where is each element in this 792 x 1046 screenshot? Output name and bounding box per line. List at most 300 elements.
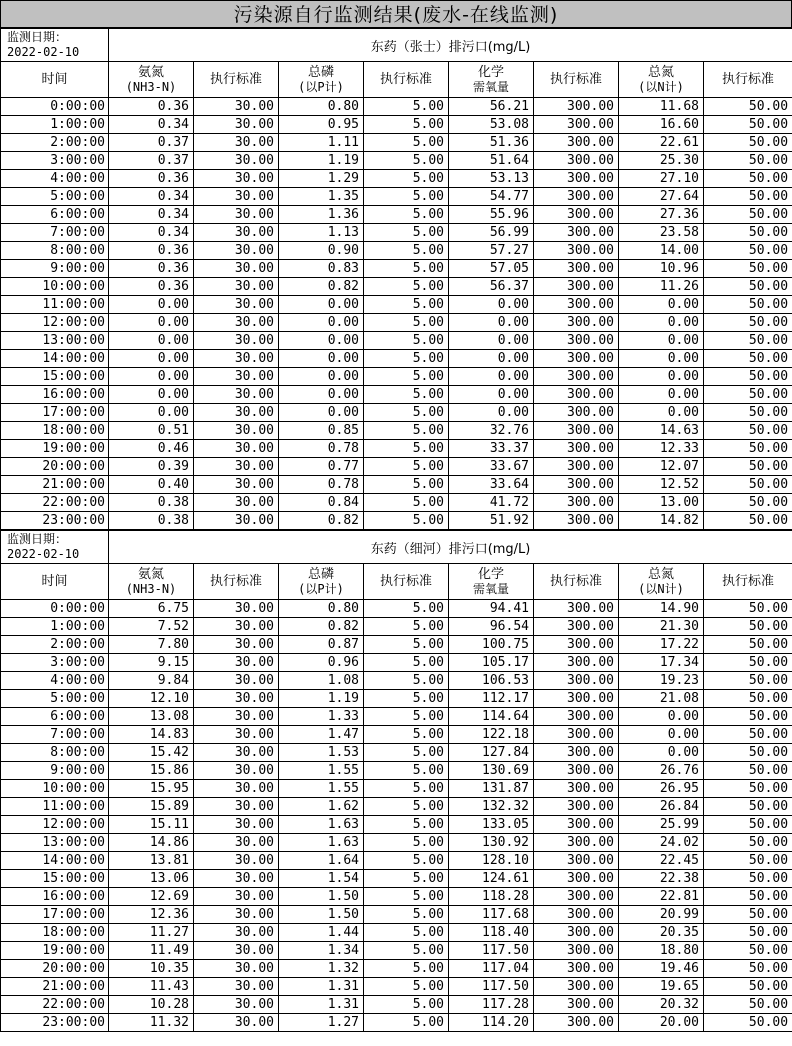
value-cell: 1.29 [279,170,364,188]
value-cell: 30.00 [194,278,279,296]
value-cell: 300.00 [534,654,619,672]
section-header-row [1,29,792,62]
value-cell: 6.75 [109,600,194,618]
value-cell: 0.84 [279,494,364,512]
time-cell: 19:00:00 [1,942,109,960]
value-cell: 57.27 [449,242,534,260]
value-cell: 5.00 [364,386,449,404]
value-cell: 12.10 [109,690,194,708]
value-cell: 1.44 [279,924,364,942]
value-cell: 300.00 [534,224,619,242]
table-row [1,852,792,870]
value-cell: 50.00 [704,744,792,762]
value-cell: 7.52 [109,618,194,636]
time-cell: 14:00:00 [1,350,109,368]
value-cell: 0.00 [449,332,534,350]
value-cell: 5.00 [364,852,449,870]
table-row [1,512,792,530]
value-cell: 25.99 [619,816,704,834]
value-cell: 14.83 [109,726,194,744]
table-row [1,494,792,512]
value-cell: 0.00 [449,314,534,332]
value-cell: 30.00 [194,744,279,762]
column-header-label: 执行标准 [209,574,262,589]
column-header [619,62,704,98]
time-cell: 17:00:00 [1,404,109,422]
value-cell: 14.82 [619,512,704,530]
value-cell: 5.00 [364,942,449,960]
value-cell: 0.00 [449,386,534,404]
column-header-label: 执行标准 [209,72,262,87]
value-cell: 300.00 [534,600,619,618]
value-cell: 30.00 [194,350,279,368]
value-cell: 11.49 [109,942,194,960]
value-cell: 50.00 [704,816,792,834]
monitor-date-value: 2022-02-10 [7,45,80,59]
value-cell: 0.87 [279,636,364,654]
value-cell: 0.00 [619,708,704,726]
monitor-date-value: 2022-02-10 [7,547,80,561]
value-cell: 5.00 [364,636,449,654]
value-cell: 30.00 [194,942,279,960]
value-cell: 56.99 [449,224,534,242]
value-cell: 0.34 [109,206,194,224]
value-cell: 0.00 [619,744,704,762]
table-row [1,350,792,368]
value-cell: 96.54 [449,618,534,636]
column-header-label: 时间 [41,574,68,589]
value-cell: 1.54 [279,870,364,888]
value-cell: 0.77 [279,458,364,476]
value-cell: 50.00 [704,314,792,332]
value-cell: 50.00 [704,404,792,422]
value-cell: 1.62 [279,798,364,816]
value-cell: 131.87 [449,780,534,798]
value-cell: 50.00 [704,422,792,440]
value-cell: 300.00 [534,708,619,726]
time-cell: 0:00:00 [1,98,109,116]
value-cell: 50.00 [704,260,792,278]
table-row [1,278,792,296]
value-cell: 300.00 [534,996,619,1014]
value-cell: 300.00 [534,404,619,422]
column-header [449,62,534,98]
value-cell: 50.00 [704,494,792,512]
value-cell: 300.00 [534,888,619,906]
value-cell: 0.00 [109,332,194,350]
value-cell: 124.61 [449,870,534,888]
column-header-sublabel: (以P计) [298,79,344,94]
table-row [1,206,792,224]
value-cell: 17.22 [619,636,704,654]
value-cell: 5.00 [364,798,449,816]
value-cell: 50.00 [704,852,792,870]
value-cell: 14.00 [619,242,704,260]
table-row [1,600,792,618]
value-cell: 5.00 [364,458,449,476]
time-cell: 12:00:00 [1,314,109,332]
value-cell: 300.00 [534,744,619,762]
column-header [1,62,109,98]
table-row [1,152,792,170]
value-cell: 0.82 [279,512,364,530]
value-cell: 1.32 [279,960,364,978]
value-cell: 1.31 [279,996,364,1014]
value-cell: 11.68 [619,98,704,116]
value-cell: 30.00 [194,960,279,978]
value-cell: 0.00 [279,332,364,350]
value-cell: 0.38 [109,512,194,530]
value-cell: 50.00 [704,636,792,654]
value-cell: 30.00 [194,996,279,1014]
value-cell: 30.00 [194,296,279,314]
value-cell: 14.90 [619,600,704,618]
value-cell: 0.39 [109,458,194,476]
value-cell: 33.64 [449,476,534,494]
value-cell: 300.00 [534,314,619,332]
value-cell: 300.00 [534,494,619,512]
time-cell: 5:00:00 [1,188,109,206]
column-header [109,564,194,600]
value-cell: 50.00 [704,332,792,350]
table-row [1,924,792,942]
table-row [1,906,792,924]
value-cell: 5.00 [364,834,449,852]
monitoring-table [0,530,792,1032]
value-cell: 128.10 [449,852,534,870]
value-cell: 30.00 [194,134,279,152]
value-cell: 5.00 [364,116,449,134]
value-cell: 15.86 [109,762,194,780]
value-cell: 300.00 [534,726,619,744]
value-cell: 5.00 [364,690,449,708]
value-cell: 118.28 [449,888,534,906]
value-cell: 50.00 [704,242,792,260]
value-cell: 12.69 [109,888,194,906]
value-cell: 0.36 [109,242,194,260]
value-cell: 0.00 [279,404,364,422]
column-header-sublabel: (以N计) [638,79,684,94]
table-row [1,224,792,242]
value-cell: 5.00 [364,618,449,636]
value-cell: 50.00 [704,834,792,852]
value-cell: 5.00 [364,780,449,798]
value-cell: 20.32 [619,996,704,1014]
time-cell: 20:00:00 [1,458,109,476]
value-cell: 117.50 [449,978,534,996]
value-cell: 56.37 [449,278,534,296]
value-cell: 30.00 [194,476,279,494]
value-cell: 30.00 [194,116,279,134]
value-cell: 300.00 [534,260,619,278]
value-cell: 0.00 [109,386,194,404]
value-cell: 27.36 [619,206,704,224]
value-cell: 112.17 [449,690,534,708]
value-cell: 19.46 [619,960,704,978]
table-row [1,170,792,188]
table-row [1,134,792,152]
table-row [1,332,792,350]
column-header [704,564,792,600]
value-cell: 300.00 [534,798,619,816]
value-cell: 300.00 [534,296,619,314]
value-cell: 30.00 [194,636,279,654]
value-cell: 5.00 [364,600,449,618]
value-cell: 5.00 [364,440,449,458]
time-cell: 0:00:00 [1,600,109,618]
time-cell: 15:00:00 [1,368,109,386]
value-cell: 5.00 [364,512,449,530]
column-header-label: 总磷 [307,566,334,582]
value-cell: 130.69 [449,762,534,780]
value-cell: 22.61 [619,134,704,152]
value-cell: 0.82 [279,618,364,636]
value-cell: 0.34 [109,116,194,134]
time-cell: 22:00:00 [1,996,109,1014]
value-cell: 30.00 [194,332,279,350]
value-cell: 0.00 [449,296,534,314]
column-header-label: 化学 [477,64,504,80]
column-header-label: 执行标准 [722,72,775,87]
value-cell: 105.17 [449,654,534,672]
table-row [1,744,792,762]
value-cell: 5.00 [364,332,449,350]
time-cell: 18:00:00 [1,924,109,942]
value-cell: 5.00 [364,206,449,224]
value-cell: 1.19 [279,152,364,170]
table-row [1,116,792,134]
value-cell: 50.00 [704,600,792,618]
value-cell: 0.80 [279,600,364,618]
value-cell: 5.00 [364,996,449,1014]
value-cell: 0.95 [279,116,364,134]
value-cell: 55.96 [449,206,534,224]
value-cell: 30.00 [194,726,279,744]
time-cell: 11:00:00 [1,296,109,314]
value-cell: 50.00 [704,960,792,978]
value-cell: 11.43 [109,978,194,996]
value-cell: 122.18 [449,726,534,744]
value-cell: 1.53 [279,744,364,762]
value-cell: 300.00 [534,960,619,978]
value-cell: 0.00 [109,368,194,386]
value-cell: 118.40 [449,924,534,942]
value-cell: 1.34 [279,942,364,960]
value-cell: 117.04 [449,960,534,978]
time-cell: 23:00:00 [1,1014,109,1032]
value-cell: 5.00 [364,744,449,762]
value-cell: 30.00 [194,386,279,404]
value-cell: 30.00 [194,368,279,386]
value-cell: 0.00 [449,404,534,422]
time-cell: 21:00:00 [1,476,109,494]
time-cell: 3:00:00 [1,654,109,672]
value-cell: 0.00 [619,368,704,386]
column-header-label: 执行标准 [549,72,602,87]
value-cell: 300.00 [534,618,619,636]
value-cell: 30.00 [194,224,279,242]
value-cell: 30.00 [194,188,279,206]
value-cell: 5.00 [364,278,449,296]
value-cell: 0.00 [619,314,704,332]
value-cell: 1.50 [279,906,364,924]
value-cell: 30.00 [194,888,279,906]
column-header-label: 执行标准 [379,72,432,87]
value-cell: 0.90 [279,242,364,260]
value-cell: 0.00 [109,296,194,314]
column-header [704,62,792,98]
value-cell: 50.00 [704,368,792,386]
value-cell: 23.58 [619,224,704,242]
value-cell: 0.78 [279,476,364,494]
value-cell: 32.76 [449,422,534,440]
value-cell: 11.26 [619,278,704,296]
value-cell: 5.00 [364,134,449,152]
value-cell: 5.00 [364,170,449,188]
value-cell: 10.96 [619,260,704,278]
time-cell: 19:00:00 [1,440,109,458]
value-cell: 0.00 [279,314,364,332]
column-header-label: 执行标准 [549,574,602,589]
value-cell: 20.99 [619,906,704,924]
table-row [1,654,792,672]
value-cell: 15.42 [109,744,194,762]
value-cell: 53.13 [449,170,534,188]
value-cell: 56.21 [449,98,534,116]
value-cell: 14.63 [619,422,704,440]
value-cell: 30.00 [194,404,279,422]
value-cell: 5.00 [364,654,449,672]
value-cell: 27.64 [619,188,704,206]
value-cell: 300.00 [534,690,619,708]
time-cell: 6:00:00 [1,206,109,224]
value-cell: 0.36 [109,170,194,188]
table-row [1,1014,792,1032]
column-header [619,564,704,600]
value-cell: 0.00 [619,386,704,404]
value-cell: 0.46 [109,440,194,458]
time-cell: 23:00:00 [1,512,109,530]
table-row [1,762,792,780]
value-cell: 5.00 [364,368,449,386]
value-cell: 26.95 [619,780,704,798]
value-cell: 51.92 [449,512,534,530]
time-cell: 7:00:00 [1,224,109,242]
value-cell: 50.00 [704,690,792,708]
value-cell: 0.00 [279,386,364,404]
monitor-date-cell [1,531,109,564]
value-cell: 19.65 [619,978,704,996]
value-cell: 50.00 [704,942,792,960]
value-cell: 7.80 [109,636,194,654]
time-cell: 8:00:00 [1,744,109,762]
column-header [279,62,364,98]
value-cell: 50.00 [704,458,792,476]
value-cell: 21.08 [619,690,704,708]
value-cell: 117.68 [449,906,534,924]
value-cell: 0.00 [449,350,534,368]
station-name: 东药（细河）排污口(mg/L) [109,531,792,564]
monitor-date-label: 监测日期： [7,30,68,44]
value-cell: 1.50 [279,888,364,906]
value-cell: 5.00 [364,888,449,906]
column-header [449,564,534,600]
column-header-label: 时间 [41,72,68,87]
value-cell: 300.00 [534,422,619,440]
value-cell: 10.28 [109,996,194,1014]
value-cell: 300.00 [534,512,619,530]
time-cell: 12:00:00 [1,816,109,834]
value-cell: 9.84 [109,672,194,690]
column-header [364,564,449,600]
table-row [1,816,792,834]
value-cell: 30.00 [194,852,279,870]
column-header-sublabel: 需氧量 [472,581,509,596]
time-cell: 2:00:00 [1,636,109,654]
value-cell: 13.00 [619,494,704,512]
column-header [534,62,619,98]
value-cell: 50.00 [704,798,792,816]
value-cell: 300.00 [534,368,619,386]
value-cell: 94.41 [449,600,534,618]
value-cell: 5.00 [364,404,449,422]
table-row [1,870,792,888]
value-cell: 300.00 [534,134,619,152]
value-cell: 17.34 [619,654,704,672]
table-row [1,98,792,116]
value-cell: 50.00 [704,224,792,242]
value-cell: 0.80 [279,98,364,116]
value-cell: 300.00 [534,636,619,654]
value-cell: 50.00 [704,654,792,672]
time-cell: 17:00:00 [1,906,109,924]
value-cell: 30.00 [194,762,279,780]
value-cell: 5.00 [364,494,449,512]
value-cell: 50.00 [704,996,792,1014]
value-cell: 16.60 [619,116,704,134]
value-cell: 22.81 [619,888,704,906]
time-cell: 9:00:00 [1,762,109,780]
value-cell: 5.00 [364,816,449,834]
time-cell: 3:00:00 [1,152,109,170]
value-cell: 50.00 [704,386,792,404]
value-cell: 50.00 [704,296,792,314]
time-cell: 15:00:00 [1,870,109,888]
value-cell: 18.80 [619,942,704,960]
column-header [364,62,449,98]
value-cell: 0.00 [619,296,704,314]
value-cell: 30.00 [194,906,279,924]
table-row [1,296,792,314]
value-cell: 0.36 [109,260,194,278]
value-cell: 30.00 [194,708,279,726]
column-header-label: 执行标准 [379,574,432,589]
value-cell: 12.52 [619,476,704,494]
value-cell: 1.19 [279,690,364,708]
time-cell: 18:00:00 [1,422,109,440]
time-cell: 9:00:00 [1,260,109,278]
value-cell: 0.37 [109,134,194,152]
time-cell: 20:00:00 [1,960,109,978]
value-cell: 19.23 [619,672,704,690]
value-cell: 0.83 [279,260,364,278]
time-cell: 7:00:00 [1,726,109,744]
value-cell: 50.00 [704,762,792,780]
table-row [1,618,792,636]
value-cell: 5.00 [364,978,449,996]
value-cell: 100.75 [449,636,534,654]
value-cell: 30.00 [194,440,279,458]
